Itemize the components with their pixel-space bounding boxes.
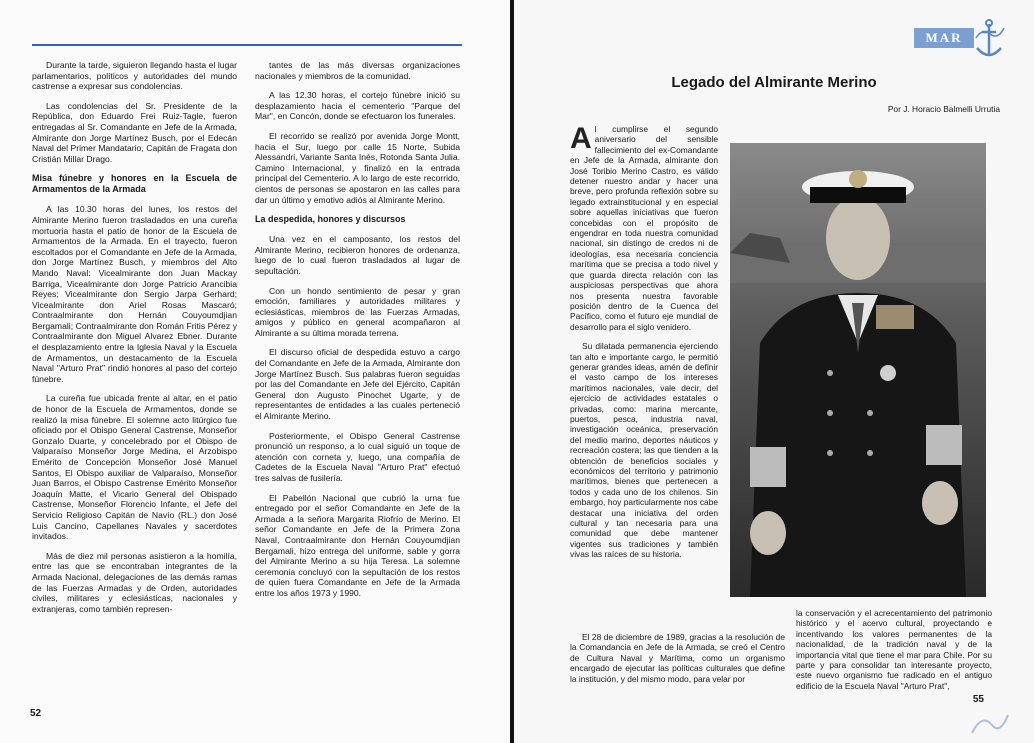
drop-cap: A bbox=[570, 122, 592, 155]
left-page bbox=[0, 0, 512, 743]
closing-paragraph-left: El 28 de diciembre de 1989, gracias a la resolución de la Comandancia en Jefe de la Armada, se creó el Centro de Cultura Naval y Marítima, como un organismo encargado de ejecutar las políticas culturales que define la institución, y del mismo modo, para velar por bbox=[570, 632, 785, 684]
admiral-portrait-photo bbox=[730, 143, 986, 597]
article-author: Por J. Horacio Balmelli Urrutia bbox=[887, 104, 1000, 114]
anchor-icon bbox=[972, 18, 1006, 62]
intro-column bbox=[570, 124, 718, 569]
body-paragraph: A las 12.30 horas, el cortejo fúnebre inició su desplazamiento hacia el cementerio "Parque del Mar", en Concón, donde se efectuaron los funerales. bbox=[255, 90, 460, 122]
body-paragraph: El Pabellón Nacional que cubrió la urna fue entregado por el señor Comandante en Jefe de la Armada a la señora Margarita Riofrío de Merino. El señor Comandante en Jefe de la Primera Zona Naval, Contraalmirante don Hernán Couyoumdjian Bergamali, hizo entrega del uniforme, sable y gorra del Almirante Merino a su hija Teresa. La solemne ceremonia concluyó con la sepultación de los restos de quien fuera Comandante en Jefe de la Armada entre los años 1973 y 1990. bbox=[255, 492, 460, 598]
mar-logo-text: MAR bbox=[914, 28, 974, 48]
body-paragraph: Una vez en el camposanto, los restos del Almirante Merino, recibieron honores de ordenanza, luego de lo cual fueron trasladados al lugar de sepultación. bbox=[255, 234, 460, 276]
page-number: 55 bbox=[972, 694, 984, 705]
left-column-2 bbox=[255, 60, 460, 608]
intro-paragraph-1: l cumplirse el segundo aniversario del sensible fallecimiento del ex-Comandante en Jefe de la Armada, almirante don José Toribio Merino Castro, es válido detener nuestro andar y hacer una breve, pero profunda reflexión sobre su legado extrainstitucional y en especial sobre aquellas iniciativas que fueron concebidas con el propósito de engendrar en toda nuestra comunidad nacional, sin distingo de credos ni de ideologías, esa necesaria conciencia marítima que se precisa a todo nivel y que guarda directa relación con las auspiciosas perspectivas que ahora nos presenta nuestra favorable posición dentro de la Cuenca del Pacífico, como el futuro eje mundial de desarrollo para el siglo venidero. bbox=[570, 124, 718, 332]
body-paragraph: Durante la tarde, siguieron llegando hasta el lugar parlamentarios, políticos y autoridades del mundo castrense a expresar sus condolencias. bbox=[32, 60, 237, 92]
body-paragraph: El recorrido se realizó por avenida Jorge Montt, hacia el Sur, luego por calle 15 Norte, Subida Alessandri, Variante Santa Inés, Rotonda Santa Julia. Camino Internacional, y finalizó en la entrada principal del Cementerio. A lo largo de este recorrido, cientos de personas se apostaron en las calles para dar un último y emotivo adiós al Almirante Merino. bbox=[255, 130, 460, 205]
right-page bbox=[514, 0, 1034, 743]
body-paragraph: Más de diez mil personas asistieron a la homilía, entre las que se encontraban integrantes de la Armada Nacional, delegaciones de las demás ramas de las Fuerzas Armadas y de Orden, autoridades civiles, militares y eclesiásticas, nacionales y extranjeras, como también represen- bbox=[32, 550, 237, 614]
wave-ornament-icon bbox=[970, 707, 1010, 737]
article-title: Legado del Almirante Merino bbox=[671, 74, 877, 91]
body-paragraph: A las 10.30 horas del lunes, los restos del Almirante Merino fueron trasladados en una cureña mortuoria hasta el patio de honor de la Escuela de Armamentos de la Armada. En el trayecto, fueron escoltados por el Comandante en Jefe de la Armada, don Jorge Martínez Busch, y miembros del Alto Mando Naval: Vicealmirante don Juan Mackay Barriga, Vicealmirante don Jorge Patricio Arancibia Reyes; Vicealmirante don Sergio Jarpa Gerhard; Vicealmirante don Ariel Rosas Mascaró; Contraalmirante don Hernán Couyoumdjian Bergamali; Contraalmirante don Román Fritis Pérez y Contraalmirante don Miguel Alvarez Ebner. Durante el desplazamiento entre la Iglesia Naval y la Escuela de Armamentos, un destacamento de la Escuela Naval "Arturo Prat" rindió honores al paso del cortejo fúnebre. bbox=[32, 204, 237, 384]
closing-paragraph-right: la conservación y el acrecentamiento del patrimonio histórico y el acervo cultural, proyectando e incentivando los valores permanentes de la nacionalidad, de la tradición naval y de la importancia vital que tiene el mar para Chile. Por su parte y para consolidar tan interesante proyecto, este nuevo organismo fue radicado en el antiguo edificio de la Escuela Naval "Arturo Prat", bbox=[796, 608, 992, 691]
body-paragraph: Con un hondo sentimiento de pesar y gran emoción, familiares y autoridades militares y eclesiásticas, miembros de las Fuerzas Armadas, amigos y público en general acompañaron al Almirante a su última morada terrena. bbox=[255, 285, 460, 338]
closing-column-left bbox=[570, 632, 785, 684]
body-paragraph: El discurso oficial de despedida estuvo a cargo del Comandante en Jefe de la Armada, Almirante don Jorge Martínez Busch. Sus palabras fueron seguidas por las del Comandante en Jefe del Ejército, Capitán General don Augusto Pinochet Ugarte, y de representantes de entidades a las cuales perteneció el Almirante Merino. bbox=[255, 347, 460, 422]
body-paragraph: tantes de las más diversas organizaciones nacionales y miembros de la comunidad. bbox=[255, 60, 460, 81]
body-paragraph: Posteriormente, el Obispo General Castrense pronunció un responso, a lo cual siguió un toque de atención con corneta y, luego, una compañía de Cadetes de la Escuela Naval "Arturo Prat" efectuó tres salvas de fusilería. bbox=[255, 430, 460, 483]
mar-logo bbox=[914, 18, 1004, 62]
body-paragraph: La cureña fue ubicada frente al altar, en el patio de honor de la Escuela de Armamentos, donde se realizó la misa fúnebre. El solemne acto litúrgico fue oficiado por el Obispo General Castrense, Monseñor Gonzalo Duarte, y concelebrado por el Obispo de Valparaíso Monseñor Jorge Medina, el Arzobispo Emérito de Concepción Monseñor José Manuel Santos, El Obispo auxiliar de Valparaíso, Monseñor Juan Barros, el Obispo Castrense Emérito Monseñor Joaquín Matte, el Vicario General del Obispado Castrense, Monseñor Florencio Infante, el Jefe del Servicio Religioso Capitán de Navío (RL.) don José Luis Cancino, Capellanes Navales y sacerdotes invitados. bbox=[32, 393, 237, 542]
section-heading: La despedida, honores y discursos bbox=[255, 214, 406, 225]
left-column-1 bbox=[32, 60, 237, 623]
section-heading: Misa fúnebre y honores en la Escuela de Armamentos de la Armada bbox=[32, 173, 237, 195]
intro-paragraph-2: Su dilatada permanencia ejerciendo tan alto e importante cargo, le permitió generar grandes ideas, amén de definir el vasto campo de los intereses marítimos nacionales, vale decir, del ejercicio de actividades estatales o privadas, como: marina mercante, puertos, pesca, industria naval, investigación oceánica, preservación del medio marino, deportes náuticos y recreación costera; las que tienden a la obtención de beneficios sociales y económicos del territorio y patrimonio marítimos, bienes que pertenecen a todos y cada uno de los chilenos. Sin embargo, hoy particularmente nos cabe destacar una iniciativa del orden cultural y tan necesaria para una comunidad que debe mantener vigentes sus tradiciones y también vivas las raíces de su historia. bbox=[570, 341, 718, 560]
header-rule bbox=[32, 44, 462, 46]
closing-column-right bbox=[796, 608, 992, 691]
body-paragraph: Las condolencias del Sr. Presidente de la República, don Eduardo Frei Ruiz-Tagle, fueron entregadas al Sr. Comandante en Jefe de la Armada, Almirante don Jorge Martínez Busch, por el Edecán Naval del Primer Mandatario, Capitán de Fragata don Cristián Millar Drago. bbox=[32, 100, 237, 164]
page-number: 52 bbox=[30, 708, 42, 719]
